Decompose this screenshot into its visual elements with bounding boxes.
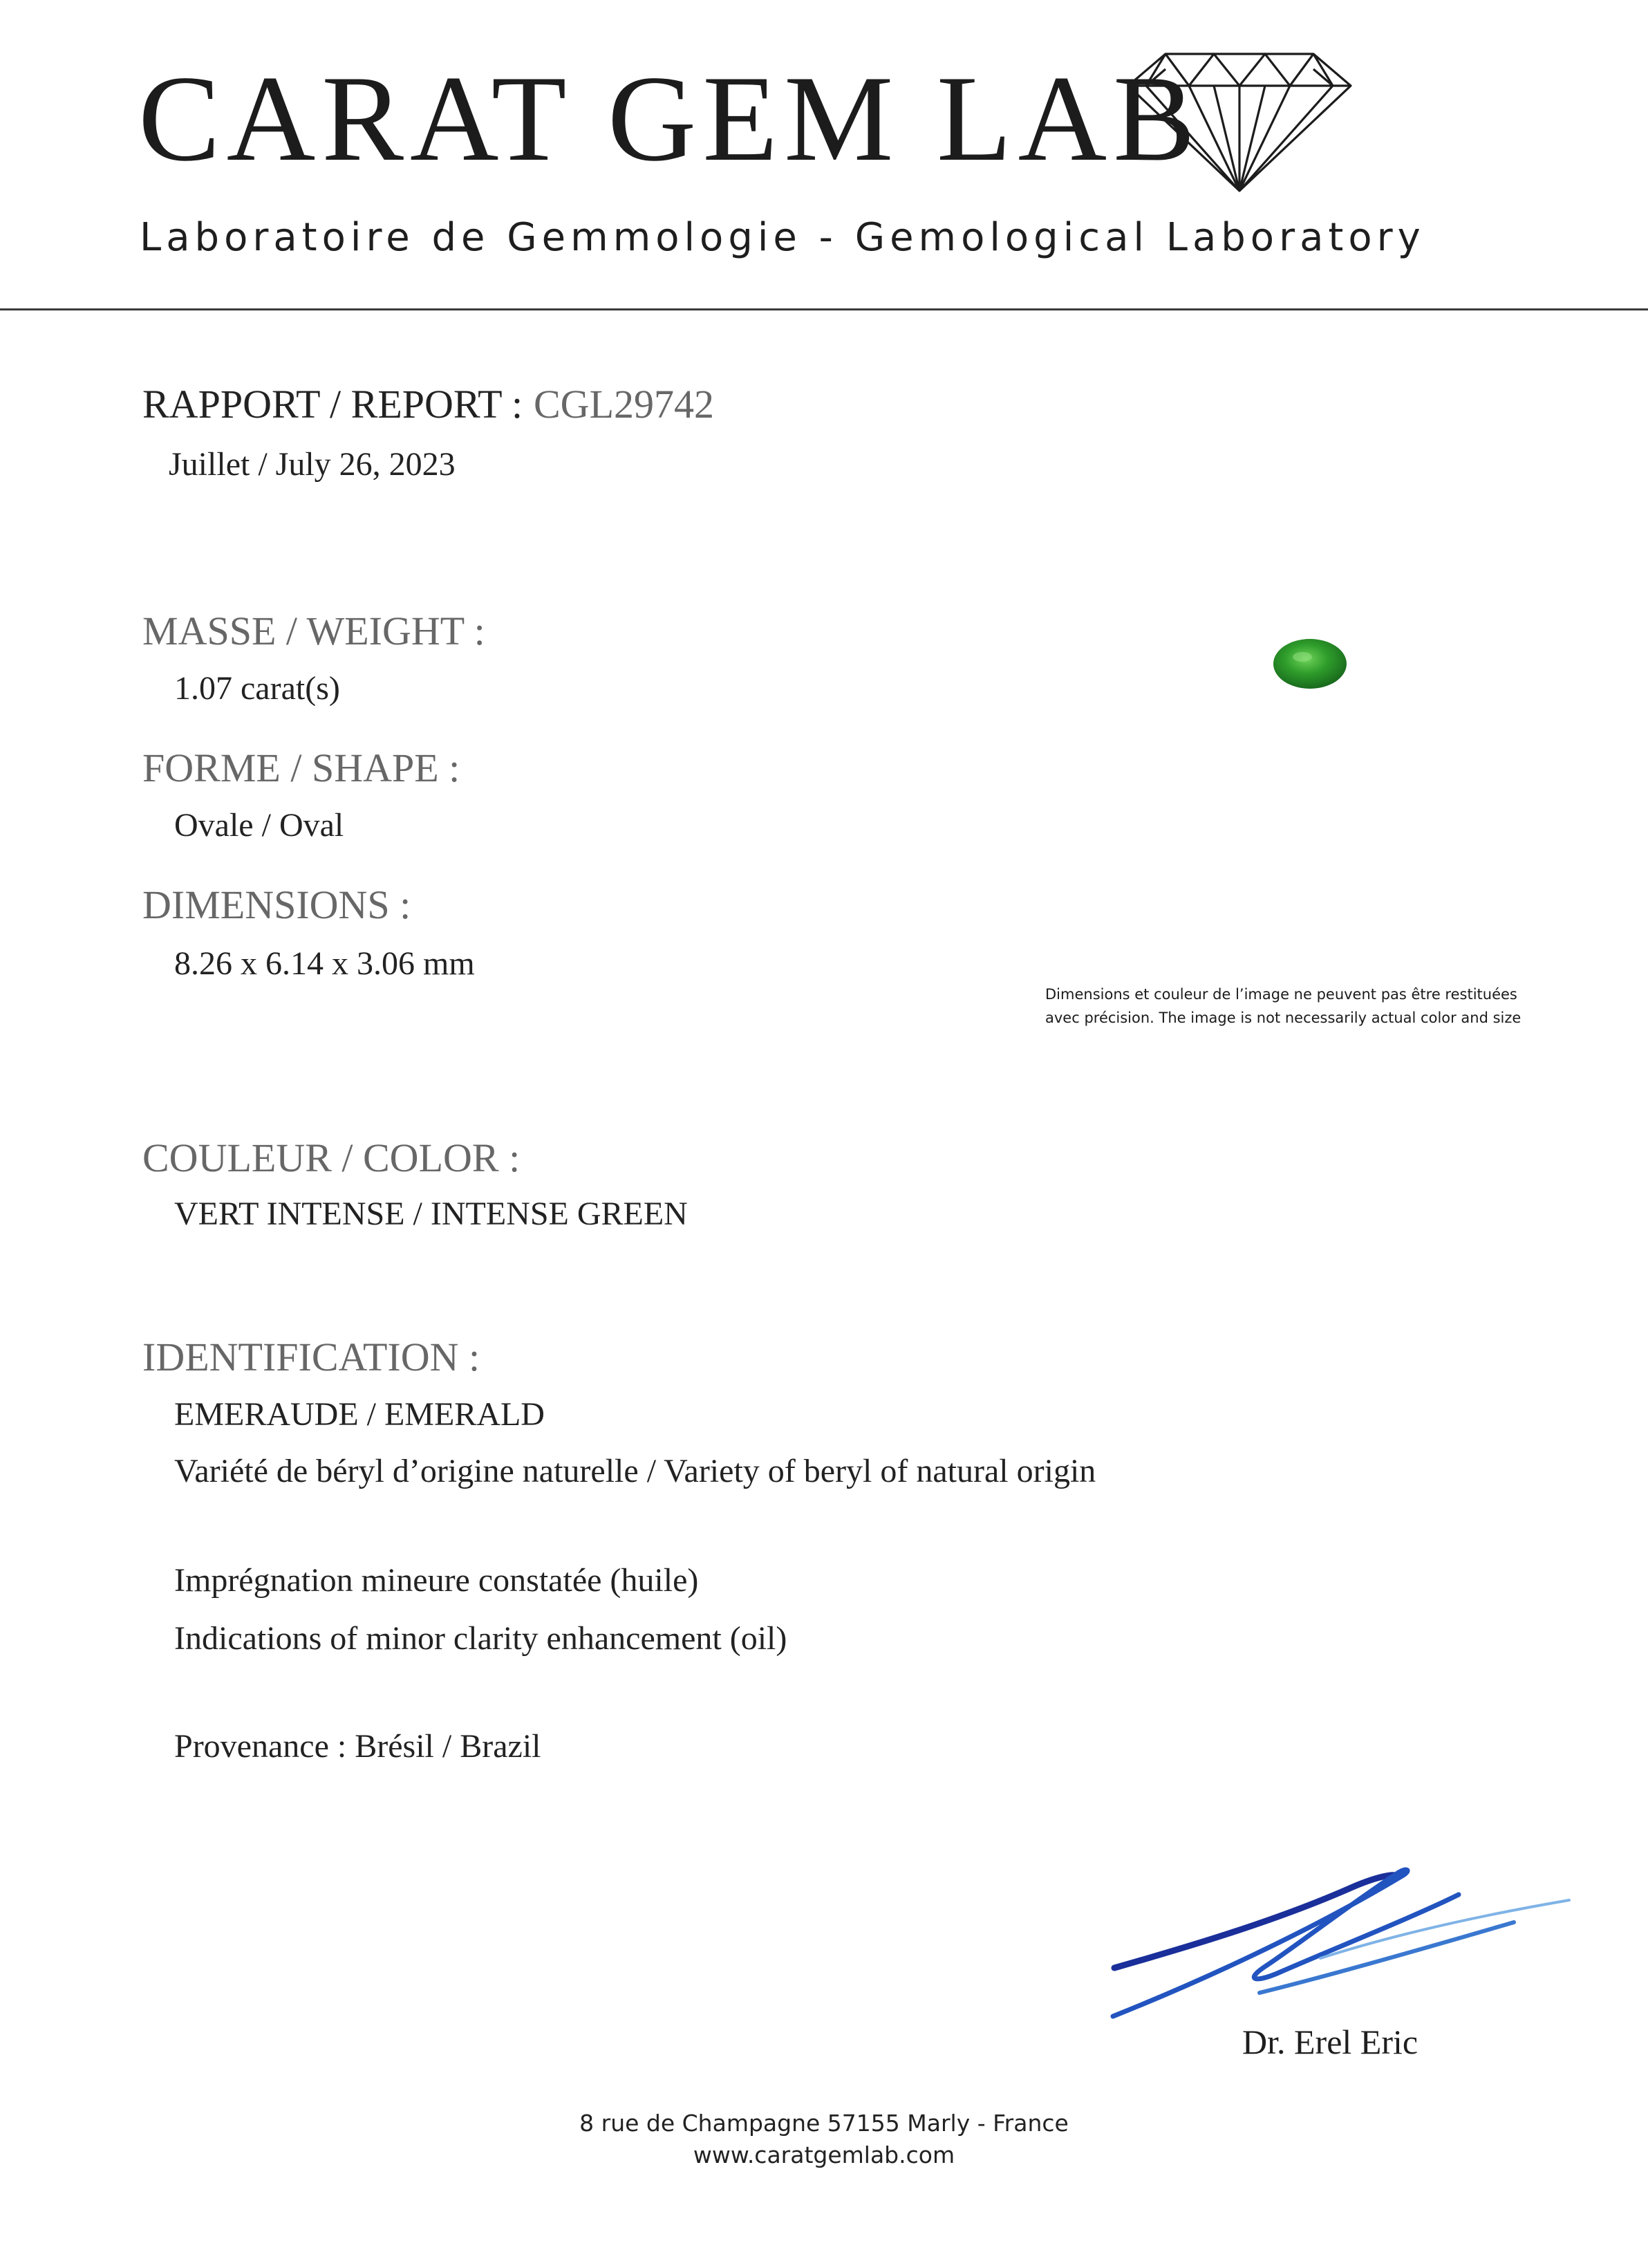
handwritten-signature-image (1099, 1845, 1576, 2032)
color-label: COULEUR / COLOR : (142, 1135, 521, 1180)
shape-label: FORME / SHAPE : (142, 745, 460, 790)
treatment-en: Indications of minor clarity enhancement (oil) (174, 1620, 787, 1657)
provenance: Provenance : Brésil / Brazil (174, 1728, 541, 1765)
report-label: RAPPORT / REPORT : (142, 382, 523, 427)
dimensions-label: DIMENSIONS : (142, 882, 411, 927)
report-date: Juillet / July 26, 2023 (169, 446, 456, 483)
dimensions-value: 8.26 x 6.14 x 3.06 mm (174, 945, 475, 982)
identification-label: IDENTIFICATION : (142, 1335, 480, 1379)
weight-value: 1.07 carat(s) (174, 670, 340, 707)
header-divider (0, 308, 1648, 310)
color-value: VERT INTENSE / INTENSE GREEN (174, 1196, 688, 1232)
lab-name: CARAT GEM LAB (138, 50, 1201, 187)
signer-name: Dr. Erel Eric (1242, 2023, 1418, 2061)
image-disclaimer-line1: Dimensions et couleur de l’image ne peuvent pas être restituées (1045, 986, 1517, 1003)
weight-label: MASSE / WEIGHT : (142, 608, 485, 653)
emerald-gem-image (1271, 636, 1349, 691)
image-disclaimer-line2: avec précision. The image is not necessarily actual color and size (1045, 1010, 1521, 1026)
treatment-fr: Imprégnation mineure constatée (huile) (174, 1562, 699, 1599)
report-number: CGL29742 (534, 382, 714, 427)
lab-subtitle: Laboratoire de Gemmologie - Gemological Laboratory (140, 215, 1425, 260)
identification-variety: Variété de béryl d’origine naturelle / Variety of beryl of natural origin (174, 1453, 1096, 1489)
identification-species: EMERAUDE / EMERALD (174, 1396, 545, 1433)
diamond-logo-icon (1125, 50, 1354, 194)
shape-value: Ovale / Oval (174, 807, 344, 844)
footer-website[interactable]: www.caratgemlab.com (693, 2141, 955, 2168)
footer-address: 8 rue de Champagne 57155 Marly - France (579, 2110, 1069, 2137)
